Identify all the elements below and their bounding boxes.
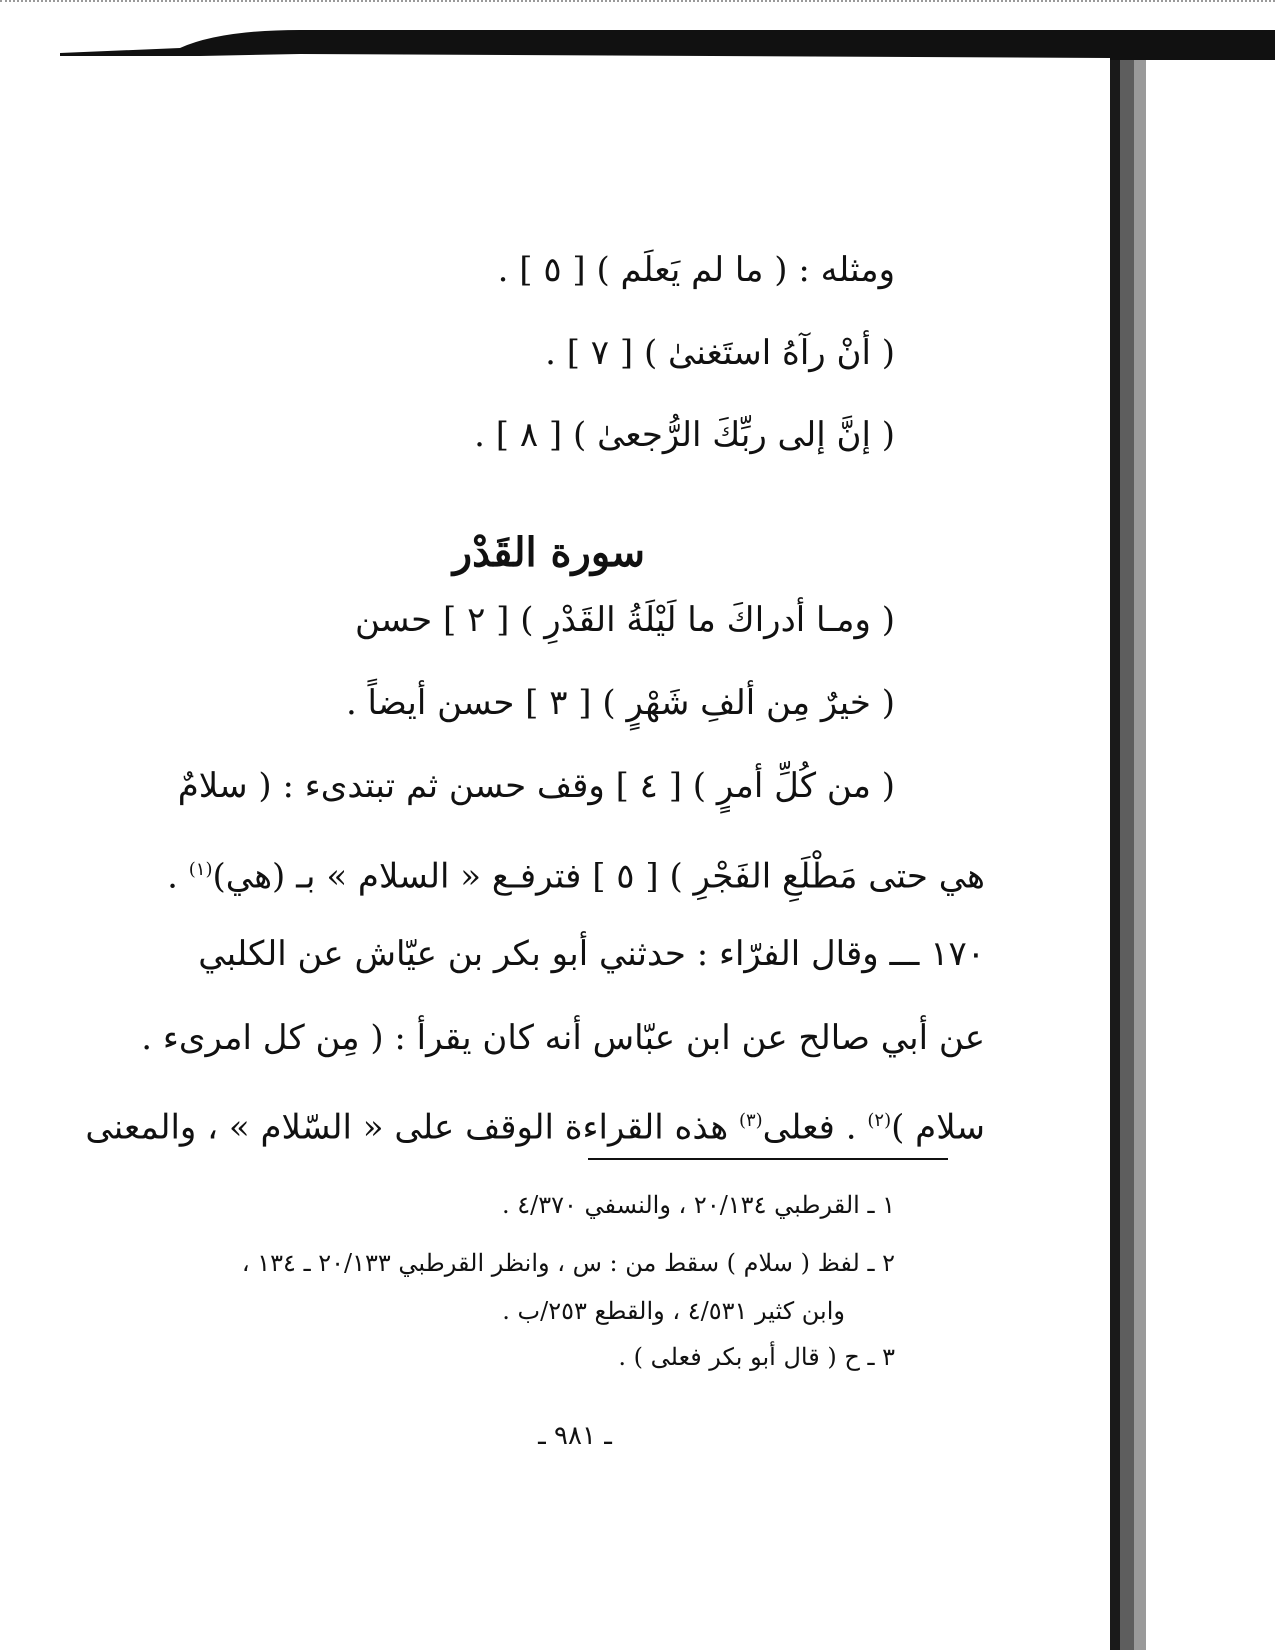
footnote-mark-3: (٣) (738, 1110, 763, 1131)
text-line-6: ( من كُلِّ أمرٍ ) [ ٤ ] وقف حسن ثم تبتدىء : ( سلامٌ (177, 766, 895, 806)
stray-mark (135, 790, 175, 792)
scan-top-edge (0, 0, 1275, 12)
footnote-2-continued: وابن كثير ٤/٥٣١ ، والقطع ٢٥٣/ب . (502, 1297, 845, 1325)
footnote-mark-1: (١) (188, 859, 213, 880)
text-line-10-start: سلام ) (891, 1107, 985, 1148)
footnote-1: ١ ـ القرطبي ٢٠/١٣٤ ، والنسفي ٤/٣٧٠ . (502, 1191, 895, 1219)
text-line-8: ١٧٠ ـــ وقال الفرّاء : حدثني أبو بكر بن عيّاش عن الكلبي (198, 934, 985, 974)
book-spine-shadow (1110, 40, 1275, 1650)
text-line-7 (167, 850, 985, 896)
text-line-2: ( أنْ رآهُ استَغنىٰ ) [ ٧ ] . (545, 333, 895, 373)
footnote-3: ٣ ـ ح ( قال أبو بكر فعلى ) . (618, 1343, 895, 1371)
footnote-separator (588, 1158, 948, 1160)
text-line-4: ( ومـا أدراكَ ما لَيْلَةُ القَدْرِ ) [ ٢ ] حسن (354, 600, 895, 640)
surah-title: سورة القَدْر (452, 528, 645, 576)
footnote-mark-2: (٢) (867, 1110, 892, 1131)
page-number: ـ ٩٨١ ـ (538, 1421, 612, 1451)
text-line-7-body: هي حتى مَطْلَعِ الفَجْرِ ) [ ٥ ] فترفـع « السلام » بـ (هي) (212, 856, 985, 897)
text-line-10-end: هذه القراءة الوقف على « السّلام » ، والمعنى (85, 1107, 729, 1148)
text-line-10 (85, 1101, 985, 1147)
period: . (167, 856, 189, 897)
page-top-edge-shadow (0, 18, 1275, 78)
text-line-3: ( إنَّ إلى ربِّكَ الرُّجعىٰ ) [ ٨ ] . (474, 415, 895, 455)
text-line-1: ومثله : ( ما لم يَعلَم ) [ ٥ ] . (497, 250, 895, 290)
footnote-2: ٢ ـ لفظ ( سلام ) سقط من : س ، وانظر القرطبي ٢٠/١٣٣ ـ ١٣٤ ، (241, 1249, 895, 1277)
text-line-10-mid: . فعلى (762, 1107, 857, 1148)
text-line-9: عن أبي صالح عن ابن عبّاس أنه كان يقرأ : ( مِن كل امرىء . (141, 1018, 985, 1058)
text-line-5: ( خيرٌ مِن ألفِ شَهْرٍ ) [ ٣ ] حسن أيضاً . (345, 683, 895, 723)
